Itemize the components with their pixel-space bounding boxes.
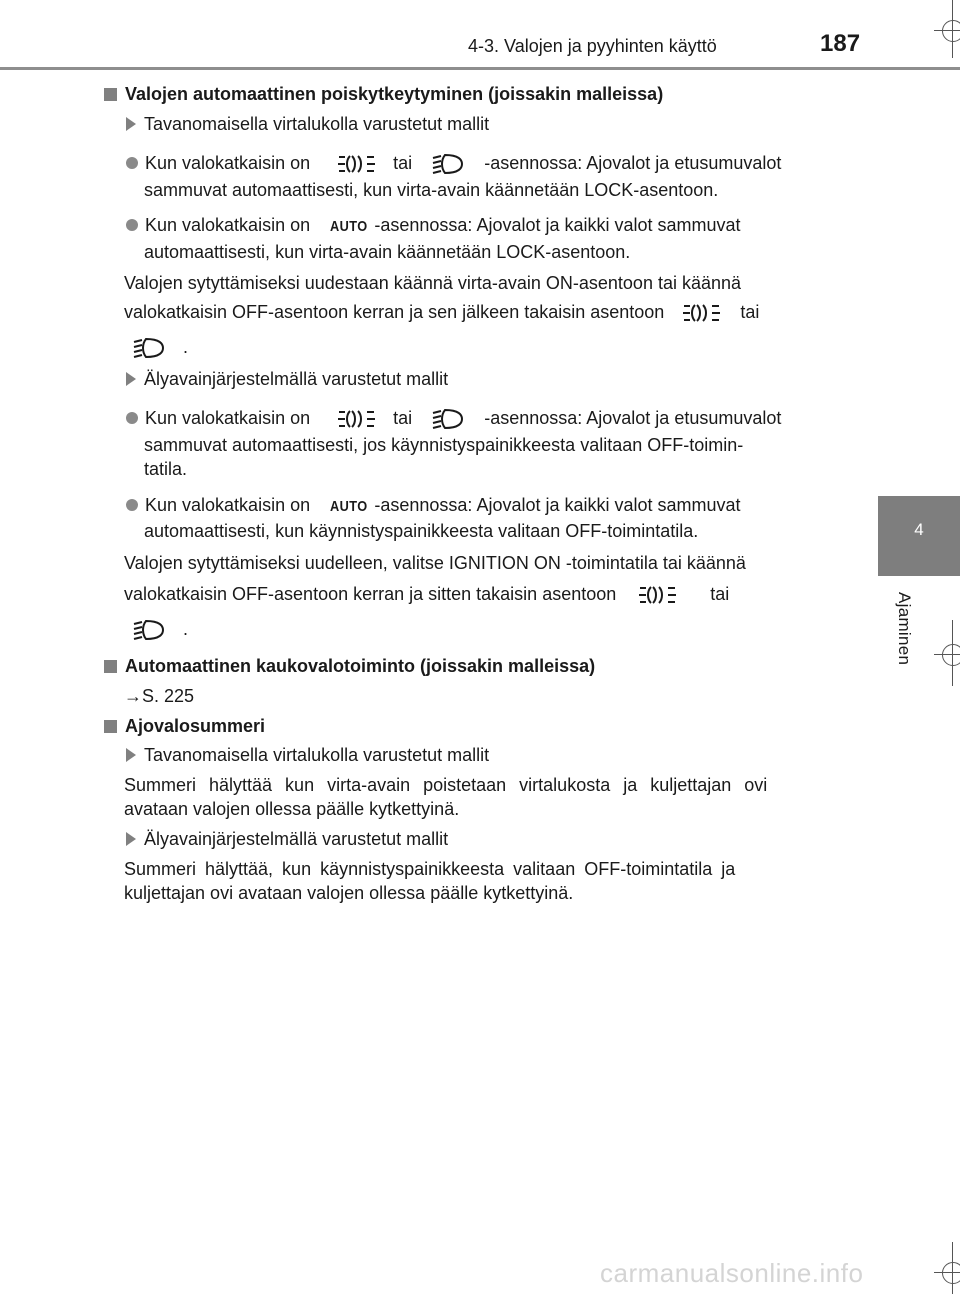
heading-auto-high-beam: Automaattinen kaukovalotoiminto (joissakin malleissa)	[104, 654, 595, 678]
bullet-line-continued: automaattisesti, kun virta-avain käännetään LOCK-asentoon.	[144, 242, 631, 262]
chapter-label: Ajaminen	[895, 592, 914, 666]
auto-mode-icon: AUTO	[330, 218, 368, 235]
triangle-bullet-icon	[126, 117, 136, 131]
subheading-conventional-ignition: Tavanomaisella virtalukolla varustetut mallit	[126, 743, 489, 767]
square-bullet-icon	[104, 660, 117, 673]
triangle-bullet-icon	[126, 748, 136, 762]
page-reference: →S. 225	[124, 686, 195, 706]
tail-light-icon	[639, 583, 677, 607]
bullet-line: Kun valokatkaisin on AUTO -asennossa: Ajovalot ja kaikki valot sammuvat	[126, 493, 741, 519]
paragraph-line: valokatkaisin OFF-asentoon kerran ja sitten takaisin asentoon tai	[124, 582, 729, 607]
bullet-line-continued: automaattisesti, kun käynnistyspainikkeesta valitaan OFF-toimintatila.	[144, 521, 699, 541]
bullet-line: Kun valokatkaisin on AUTO -asennossa: Ajovalot ja kaikki valot sammuvat	[126, 213, 741, 239]
round-bullet-icon	[126, 499, 138, 511]
tail-light-icon	[683, 301, 721, 325]
bullet-line-continued: tatila.	[144, 459, 188, 479]
headlight-icon	[132, 336, 166, 360]
auto-mode-icon: AUTO	[330, 498, 368, 515]
heading-headlight-buzzer: Ajovalosummeri	[104, 714, 265, 738]
paragraph-line: avataan valojen ollessa päälle kytkettyinä.	[124, 799, 460, 819]
paragraph-line: Summeri hälyttää kun virta-avain poistetaan virtalukosta ja kuljettajan ovi	[124, 775, 768, 795]
bullet-line-continued: sammuvat automaattisesti, jos käynnistyspainikkeesta valitaan OFF-toimin-	[144, 435, 744, 455]
round-bullet-icon	[126, 412, 138, 424]
paragraph-line: valokatkaisin OFF-asentoon kerran ja sen jälkeen takaisin asentoon tai	[124, 300, 759, 325]
page-number: 187	[820, 30, 861, 57]
tail-light-icon	[338, 407, 376, 431]
triangle-bullet-icon	[126, 832, 136, 846]
subheading-conventional-ignition: Tavanomaisella virtalukolla varustetut mallit	[126, 112, 489, 136]
paragraph-line: kuljettajan ovi avataan valojen ollessa päälle kytkettyinä.	[124, 883, 574, 903]
registration-mark-top-right	[930, 0, 960, 60]
square-bullet-icon	[104, 720, 117, 733]
chapter-number: 4	[914, 520, 924, 539]
section-title: 4-3. Valojen ja pyyhinten käyttö	[468, 36, 717, 56]
tail-light-icon	[338, 152, 376, 176]
headlight-icon	[431, 152, 465, 176]
headlight-icon	[431, 407, 465, 431]
paragraph-line: Summeri hälyttää, kun käynnistyspainikkeesta valitaan OFF-toimintatila ja	[124, 859, 736, 879]
paragraph-line: .	[132, 617, 188, 642]
bullet-line-continued: sammuvat automaattisesti, kun virta-avain käännetään LOCK-asentoon.	[144, 180, 719, 200]
registration-mark-mid-right	[930, 620, 960, 690]
header-rule	[0, 67, 960, 70]
bullet-line: Kun valokatkaisin on tai -asennossa: Ajovalot ja etusumuvalot	[126, 151, 837, 176]
heading-auto-light-off: Valojen automaattinen poiskytkeytyminen (joissakin malleissa)	[104, 82, 663, 106]
square-bullet-icon	[104, 88, 117, 101]
subheading-smart-key: Älyavainjärjestelmällä varustetut mallit	[126, 367, 448, 391]
bullet-line: Kun valokatkaisin on tai -asennossa: Ajovalot ja etusumuvalot	[126, 406, 781, 431]
paragraph-line: .	[132, 335, 188, 360]
registration-mark-bottom-right	[930, 1240, 960, 1294]
subheading-smart-key: Älyavainjärjestelmällä varustetut mallit	[126, 827, 448, 851]
round-bullet-icon	[126, 219, 138, 231]
paragraph-line: Valojen sytyttämiseksi uudelleen, valitse IGNITION ON -toimintatila tai käännä	[124, 553, 746, 573]
triangle-bullet-icon	[126, 372, 136, 386]
headlight-icon	[132, 618, 166, 642]
round-bullet-icon	[126, 157, 138, 169]
paragraph-line: Valojen sytyttämiseksi uudestaan käännä virta-avain ON-asentoon tai käännä	[124, 273, 742, 293]
chapter-tab	[878, 496, 960, 576]
watermark: carmanualsonline.info	[600, 1258, 864, 1288]
